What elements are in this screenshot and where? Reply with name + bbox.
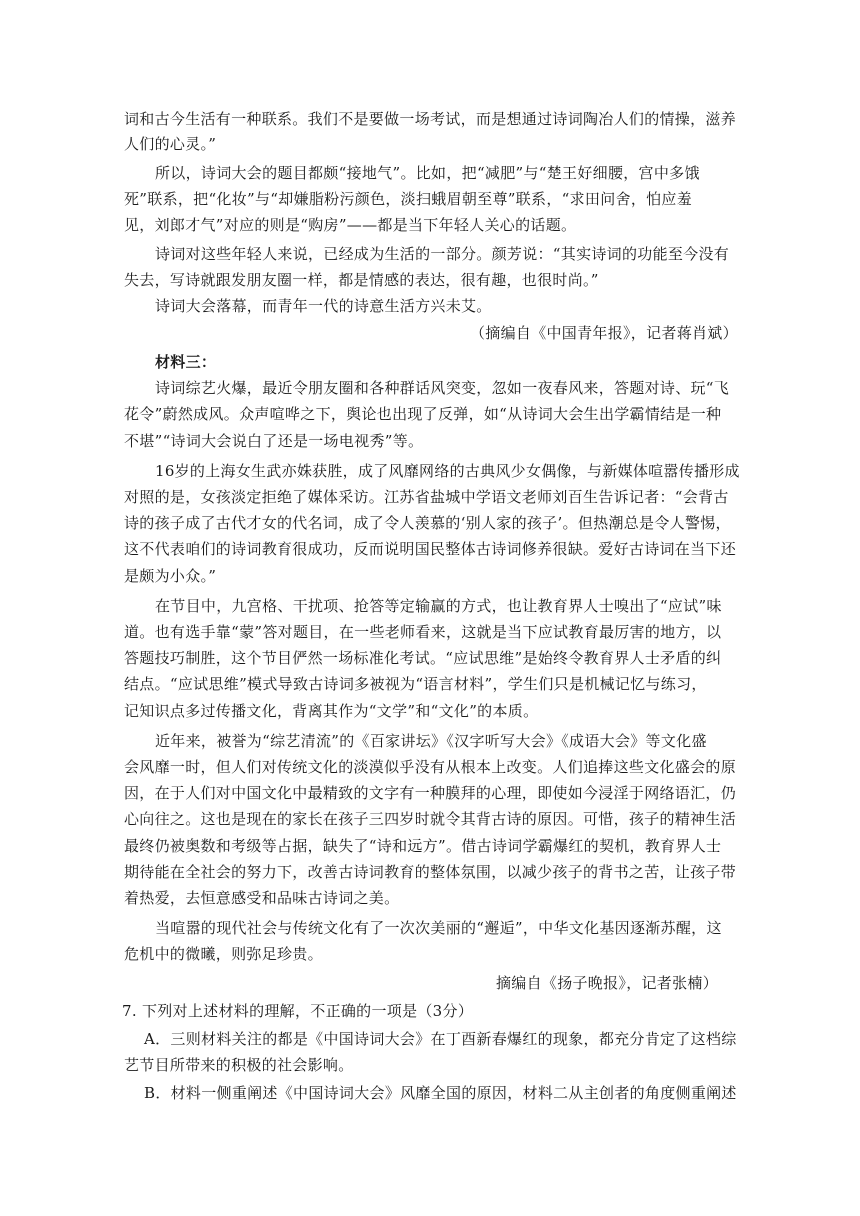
paragraph-line: 死”联系，把“化妆”与“却嫌脂粉污颜色，淡扫蛾眉朝至尊”联系，“求田问舍，怕应羞 xyxy=(124,190,693,208)
paragraph-line: 失去，写诗就跟发朋友圈一样，都是情感的表达，很有趣，也很时尚。” xyxy=(124,271,599,289)
paragraph-line: 结点。“应试思维”模式导致古诗词多被视为“语言材料”，学生们只是机械记忆与练习， xyxy=(124,675,707,693)
paragraph-line: 诗词对这些年轻人来说，已经成为生活的一部分。颜芳说：“其实诗词的功能至今没有 xyxy=(155,245,730,263)
question-stem: 7. 下列对上述材料的理解，不正确的一项是（3分） xyxy=(122,1002,474,1020)
paragraph-line: 花令”蔚然成风。众声喧哗之下，舆论也出现了反弹，如“从诗词大会生出学霸情结是一种 xyxy=(124,405,722,423)
source-citation: （摘编自《中国青年报》，记者蒋肖斌） xyxy=(470,324,738,342)
question-option: A．三则材料关注的都是《中国诗词大会》在丁酉新春爆红的现象，都充分肯定了这档综 xyxy=(144,1030,737,1048)
paragraph-line: 近年来，被誉为“综艺清流”的《百家讲坛》《汉字听写大会》《成语大会》等文化盛 xyxy=(155,732,707,750)
paragraph-line: 所以，诗词大会的题目都颇“接地气”。比如，把“减肥”与“楚王好细腰，宫中多饿 xyxy=(155,164,700,182)
paragraph-line: 道。也有选手靠“蒙”答对题目，在一些老师看来，这就是当下应试教育最厉害的地方，以 xyxy=(124,623,722,641)
paragraph-line: 这不代表咱们的诗词教育很成功，反而说明国民整体古诗词修养很缺。爱好古诗词在当下还 xyxy=(124,540,737,558)
paragraph-line: 见，刘郎才气”对应的则是“购房”——都是当下年轻人关心的话题。 xyxy=(124,216,577,234)
paragraph-line: 期待能在全社会的努力下，改善古诗词教育的整体氛围，以减少孩子的背书之苦，让孩子带 xyxy=(124,863,737,881)
paragraph-line: 着热爱，去恒意感受和品味古诗词之美。 xyxy=(124,889,400,907)
paragraph-line: 心向往之。这也是现在的家长在孩子三四岁时就令其背古诗的原因。可惜，孩子的精神生活 xyxy=(124,810,737,828)
paragraph-line: 答题技巧制胜，这个节目俨然一场标准化考试。“应试思维”是始终令教育界人士矛盾的纠 xyxy=(124,649,722,667)
question-option: B．材料一侧重阐述《中国诗词大会》风靡全国的原因，材料二从主创者的角度侧重阐述 xyxy=(144,1084,737,1102)
paragraph-line: 对照的是，女孩淡定拒绝了媒体采访。江苏省盐城中学语文老师刘百生告诉记者：“会背古 xyxy=(124,488,729,506)
source-citation: 摘编自《扬子晚报》，记者张楠） xyxy=(496,974,719,992)
paragraph-line: 诗词综艺火爆，最近令朋友圈和各种群话风突变，忽如一夜春风来，答题对诗、玩“飞 xyxy=(155,379,730,397)
paragraph-line: 是颇为小众。” xyxy=(124,567,217,585)
paragraph-line: 16岁的上海女生武亦姝获胜，成了风靡网络的古典风少女偶像，与新媒体喧嚣传播形成 xyxy=(155,462,740,480)
paragraph-line: 人们的心灵。” xyxy=(124,135,217,153)
paragraph-line: 词和古今生活有一种联系。我们不是要做一场考试，而是想通过诗词陶冶人们的情操，滋养 xyxy=(124,110,737,128)
paragraph-line: 当喧嚣的现代社会与传统文化有了一次次美丽的“邂逅”，中华文化基因逐渐苏醒，这 xyxy=(155,919,722,937)
paragraph-line: 不堪”“诗词大会说白了还是一场电视秀”等。 xyxy=(124,432,424,450)
question-option: 艺节目所带来的积极的社会影响。 xyxy=(124,1056,354,1074)
paragraph-line: 记知识点多过传播文化，背离其作为“文学”和“文化”的本质。 xyxy=(124,702,539,720)
paragraph-line: 会风靡一时，但人们对传统文化的淡漠似乎没有从根本上改变。人们追捧这些文化盛会的原 xyxy=(124,758,737,776)
paragraph-line: 因，在于人们对中国文化中最精致的文字有一种膜拜的心理，即使如今浸淫于网络语汇，仍 xyxy=(124,784,737,802)
paragraph-line: 在节目中，九宫格、干扰项、抢答等定输赢的方式，也让教育界人士嗅出了“应试”味 xyxy=(155,597,722,615)
section-heading: 材料三： xyxy=(155,353,217,371)
paragraph-line: 最终仍被奥数和考级等占据，缺失了“诗和远方”。借古诗词学霸爆红的契机，教育界人士 xyxy=(124,837,722,855)
paragraph-line: 危机中的微曦，则弥足珍贵。 xyxy=(124,945,323,963)
paragraph-line: 诗的孩子成了古代才女的代名词，成了令人羡慕的‘别人家的孩子’。但热潮总是令人警惕， xyxy=(124,514,731,532)
paragraph-line: 诗词大会落幕，而青年一代的诗意生活方兴未艾。 xyxy=(155,297,492,315)
